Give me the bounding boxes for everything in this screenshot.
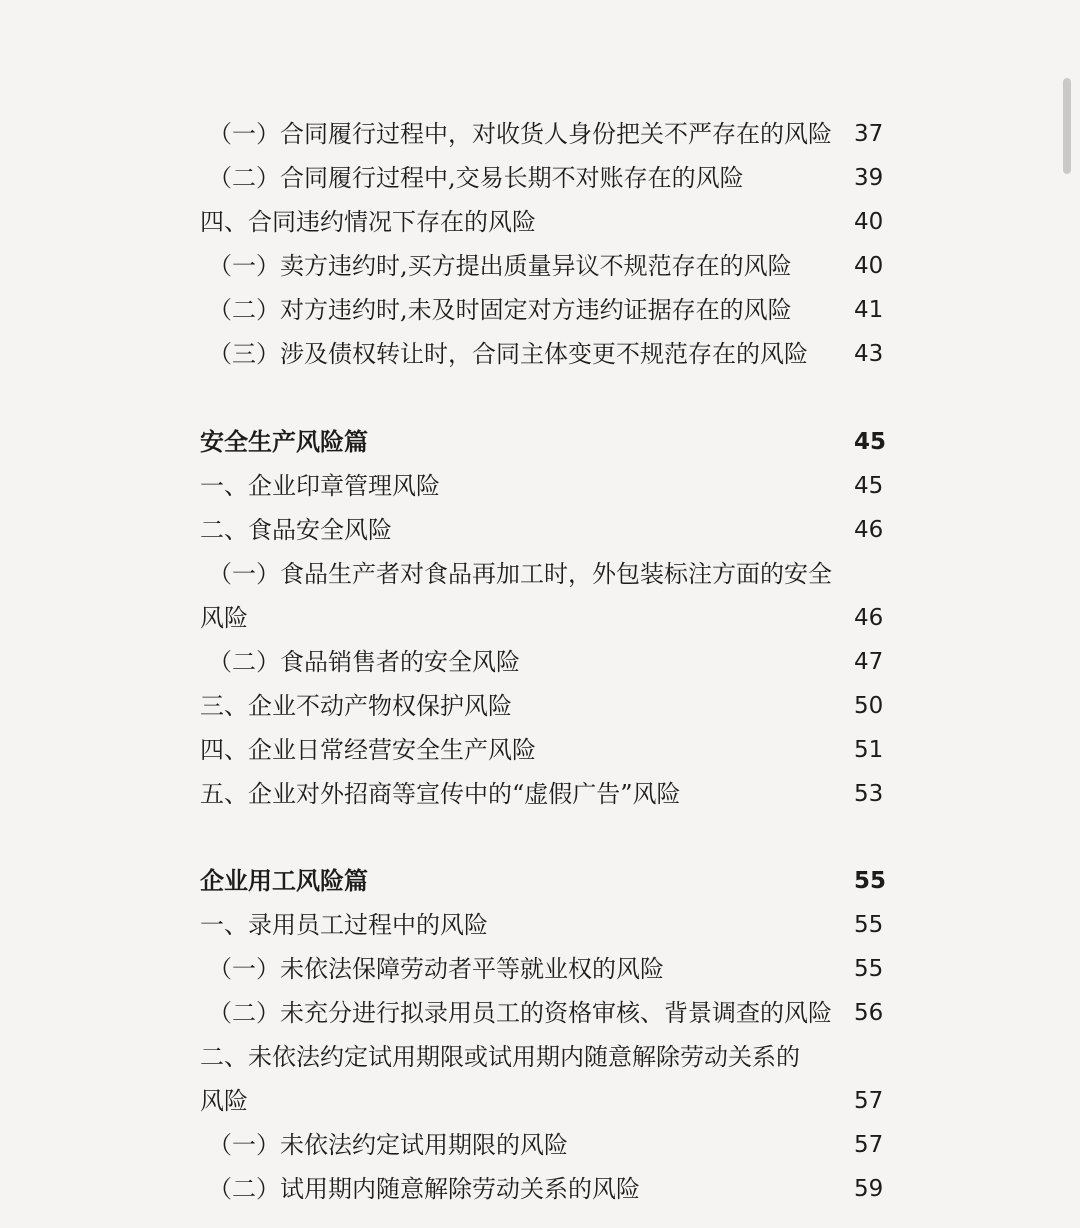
toc-section-heading[interactable] <box>200 420 887 464</box>
leader-dots <box>542 728 848 772</box>
toc-entry-page: 57 <box>854 1088 884 1114</box>
toc-entry-title: 风险 <box>200 1087 248 1115</box>
toc-entry-title: （一）合同履行过程中，对收货人身份把关不严存在的风险 <box>208 120 832 148</box>
leader-dots <box>798 288 848 332</box>
leader-dots <box>374 859 848 903</box>
leader-dots <box>687 772 848 816</box>
toc-entry-title: （二）试用期内随意解除劳动关系的风险 <box>208 1175 640 1203</box>
leader-dots <box>254 596 848 640</box>
toc-entry[interactable] <box>200 332 882 376</box>
toc-entry-page: 46 <box>854 516 884 543</box>
toc-entry-title: （一）食品生产者对食品再加工时，外包装标注方面的安全 <box>208 559 832 588</box>
table-of-contents <box>200 112 887 1211</box>
toc-entry[interactable] <box>200 112 882 156</box>
leader-dots <box>526 640 848 684</box>
toc-entry-page: 40 <box>854 253 884 279</box>
toc-entry[interactable] <box>200 903 882 947</box>
toc-entry-title: 二、未依法约定试用期限或试用期内随意解除劳动关系的 <box>200 1043 800 1071</box>
toc-entry-page: 57 <box>854 1132 884 1158</box>
toc-entry[interactable] <box>200 200 882 244</box>
toc-entry[interactable] <box>200 464 882 508</box>
toc-entry-title: （二）食品销售者的安全风险 <box>208 647 520 676</box>
leader-dots <box>494 903 848 947</box>
toc-entry[interactable] <box>200 684 882 728</box>
leader-dots <box>518 684 848 728</box>
toc-entry-page: 45 <box>854 428 887 455</box>
toc-entry-page: 55 <box>854 912 884 938</box>
leader-dots <box>254 1079 848 1123</box>
toc-entry-page: 59 <box>854 1176 884 1202</box>
toc-entry[interactable] <box>200 1167 882 1211</box>
toc-entry-title: （一）卖方违约时,买方提出质量异议不规范存在的风险 <box>208 252 792 280</box>
toc-entry-page: 55 <box>854 868 887 894</box>
toc-entry[interactable] <box>200 1123 882 1167</box>
toc-entry-page: 50 <box>854 692 884 719</box>
toc-entry-title: 三、企业不动产物权保护风险 <box>200 691 512 720</box>
toc-entry[interactable] <box>200 156 882 200</box>
leader-dots <box>646 1167 848 1211</box>
toc-entry[interactable] <box>200 772 882 816</box>
toc-entry-title: 五、企业对外招商等宣传中的“虚假广告”风险 <box>200 779 681 808</box>
toc-entry-page: 53 <box>854 780 884 807</box>
leader-dots <box>542 200 848 244</box>
leader-dots <box>750 156 848 200</box>
toc-entry-page: 39 <box>854 165 884 191</box>
toc-entry[interactable] <box>200 288 882 332</box>
toc-entry-title: （二）合同履行过程中,交易长期不对账存在的风险 <box>208 164 744 192</box>
toc-entry-page: 51 <box>854 736 884 763</box>
toc-entry[interactable] <box>200 728 882 772</box>
toc-entry-continued[interactable] <box>200 596 882 640</box>
toc-entry[interactable] <box>200 552 882 596</box>
toc-entry-title: 四、企业日常经营安全生产风险 <box>200 735 536 764</box>
toc-entry-title: （一）未依法保障劳动者平等就业权的风险 <box>208 955 664 983</box>
toc-entry-page: 41 <box>854 297 884 323</box>
toc-entry-title: 一、录用员工过程中的风险 <box>200 911 488 939</box>
toc-entry-page: 55 <box>854 956 884 982</box>
toc-entry-page: 43 <box>854 341 884 367</box>
toc-entry-page: 37 <box>854 121 884 147</box>
toc-entry-title: 风险 <box>200 603 248 632</box>
toc-entry[interactable] <box>200 508 882 552</box>
toc-entry[interactable] <box>200 1035 882 1079</box>
leader-dots <box>398 508 848 552</box>
toc-entry-title: 二、食品安全风险 <box>200 515 392 544</box>
toc-entry-title: （二）未充分进行拟录用员工的资格审核、背景调查的风险 <box>208 999 832 1027</box>
leader-dots <box>798 244 848 288</box>
toc-entry[interactable] <box>200 991 882 1035</box>
toc-entry-title: 安全生产风险篇 <box>200 426 368 456</box>
toc-entry-page: 46 <box>854 604 884 631</box>
leader-dots <box>574 1123 848 1167</box>
toc-entry-page: 45 <box>854 472 884 499</box>
leader-dots <box>374 420 848 464</box>
toc-entry-title: （一）未依法约定试用期限的风险 <box>208 1131 568 1159</box>
toc-entry-title: 一、企业印章管理风险 <box>200 471 440 500</box>
toc-section-heading[interactable] <box>200 859 887 903</box>
toc-entry-page: 56 <box>854 1000 884 1026</box>
section-gap <box>200 816 882 860</box>
toc-entry[interactable] <box>200 640 882 684</box>
toc-entry[interactable] <box>200 244 882 288</box>
leader-dots <box>814 332 848 376</box>
toc-entry-page: 40 <box>854 209 884 235</box>
toc-entry-title: （二）对方违约时,未及时固定对方违约证据存在的风险 <box>208 296 792 324</box>
scrollbar-thumb[interactable] <box>1063 78 1071 174</box>
leader-dots <box>446 464 848 508</box>
leader-dots <box>670 947 848 991</box>
toc-entry[interactable] <box>200 947 882 991</box>
toc-entry-continued[interactable] <box>200 1079 882 1123</box>
section-gap <box>200 376 882 420</box>
toc-entry-page: 47 <box>854 648 884 675</box>
toc-entry-title: （三）涉及债权转让时，合同主体变更不规范存在的风险 <box>208 340 808 368</box>
toc-entry-title: 企业用工风险篇 <box>200 866 368 895</box>
toc-entry-title: 四、合同违约情况下存在的风险 <box>200 208 536 236</box>
